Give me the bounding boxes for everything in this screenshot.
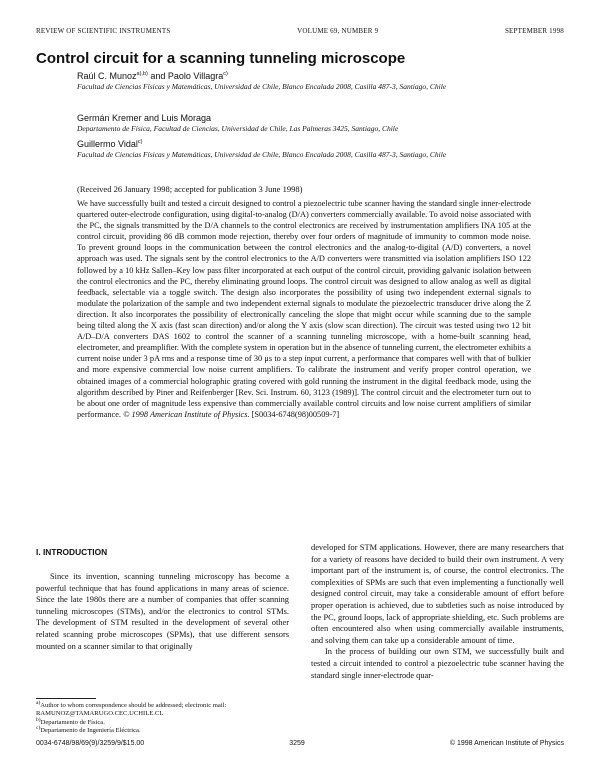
left-column (36, 571, 289, 652)
footnote-rule (36, 698, 96, 699)
page-number: 3259 (289, 740, 305, 747)
paragraph: In the process of building our own STM, we successfully built and tested a circuit intended to control a piezoelectric tube scanner having the standard single inner-electrode quar- (311, 647, 564, 680)
author-name: Guillermo Vidal (77, 139, 138, 149)
author-names (77, 71, 567, 82)
footnote (36, 727, 289, 735)
abstract (77, 198, 531, 420)
article-title: Control circuit for a scanning tunneling microscope (36, 50, 406, 67)
author-names (77, 139, 567, 150)
author-names: Germán Kremer and Luis Moraga (77, 113, 212, 123)
footnote-mark: c) (36, 725, 41, 732)
footnote-text: Departamento de Física. (40, 718, 105, 726)
paragraph: developed for STM applications. However, there are many researchers that for a variety of reasons have decided to build their own instrument. A very important part of the instrument is, of course, the control electronics. The complexities of SPMs are such that even implementing a functionally well designed control circuit, may take a considerable amount of effort before proper operation is achieved, due to subtleties such as noise introduced by the PC, ground loops, lack of appropriate shielding, etc. Such problems are often encountered also when using commercially available instruments, and solving them can take up a considerable amount of time. (311, 543, 564, 645)
paragraph: Since its invention, scanning tunneling microscopy has become a powerful technique that has found applications in many areas of science. Since the late 1980s there are a number of companies that offer scanning tunneling microscopes (STMs), and/or the electronics to control STMs. The development of STM resulted in the development of several other related scanning probe microscopes (SPMs), that use different sensors mounted on a scanner similar to that originally (36, 572, 289, 651)
page-footer (36, 740, 564, 747)
author-name: Raúl C. Munoz (77, 71, 137, 81)
author-affiliation: Departamento de Física, Facultad de Ciencias, Universidad de Chile, Las Palmeras 3425, Santiago, Chile (77, 124, 399, 133)
author-footnote-mark: c) (223, 71, 228, 77)
footnote-mark: a) (36, 699, 41, 706)
footnote (36, 716, 289, 727)
running-header (36, 27, 564, 35)
issn-code: 0034-6748/98/69(9)/3259/9/$15.00 (36, 740, 145, 747)
footnote (36, 699, 289, 719)
abstract-text: We have successfully built and tested a circuit designed to control a piezoelectric tube scanner having the standard single inner-electrode quartered outer-electrode configuration, using digital-to-analog (D/A) converters commercially available. To avoid noise associated with the PC, the signals transmitted by the D/A channels to the control electronics are received by instrumentation amplifiers INA 105 at the control circuit, providing 86 dB common mode rejection, thereby over four orders of magnitude of immunity to common mode noise. To prevent ground loops in the communication between the control electronics and the analog-to-digital (A/D) converters, a novel approach was used. The signals sent by the control electronics to the A/D converters were transmitted via isolation amplifiers ISO 122 followed by a 10 kHz Sallen–Key low pass filter incorporated at each output of the control circuit, providing galvanic isolation between the control electronics and the PC, thereby eliminating ground loops. The control circuit was designed to allow analog as well as digital feedback, selectable via a toggle switch. The design also incorporates the possibility of using two independent external signals to modulate the polarization of the sample and two independent external signals to modulate the piezoelectric transducer drive along the Z direction. It also incorporates the possibility of electronically canceling the slope that might occur while scanning due to the sample being tilted along the X axis (fast scan direction) and/or along the Y axis (slow scan direction). The circuit was tested using two 12 bit A/D–D/A converters DAS 1602 to control the scanner of a scanning tunneling microscope, with a home-built scanning head, electrometer, and preamplifier. With the complete system in operation but in the absence of tunneling current, the electrometer exhibits a current noise under 3 pA rms and a response time of 30 μs to a step input current, a performance that compares well with that of bulkier and more expensive commercial low noise current amplifiers. To calibrate the instrument and verify proper control operation, we obtained images of a commercial holographic grating covered with gold running the instrument in the digital feedback mode, using the algorithm described by Piner and Reifenberger [Rev. Sci. Instrum. 60, 3123 (1989)]. The control circuit and the electrometer turn out to be about one order of magnitude less expensive than commercially available control circuits and low noise current amplifiers of similar performance. (77, 199, 531, 419)
journal-name: REVIEW OF SCIENTIFIC INSTRUMENTS (36, 27, 171, 35)
author-affiliation: Facultad de Ciencias Físicas y Matemáticas, Universidad de Chile, Blanco Encalada 2008, Casilla 487-3, Santiago, Chile (77, 150, 447, 159)
footnote-text: Departamento de Ingeniería Eléctrica. (40, 727, 141, 735)
author-group-1 (77, 71, 567, 92)
author-group-3 (77, 139, 567, 160)
author-footnote-mark: c) (137, 139, 143, 145)
author-affiliation: Facultad de Ciencias Físicas y Matemáticas, Universidad de Chile, Blanco Encalada 2008, Casilla 487-3, Santiago, Chile (77, 82, 447, 91)
author-name: and Paolo Villagra (147, 71, 224, 81)
abstract-copyright: © 1998 American Institute of Physics. (123, 409, 250, 419)
footnote-mark: b) (36, 716, 41, 723)
received-dates: (Received 26 January 1998; accepted for publication 3 June 1998) (77, 184, 303, 194)
footer-copyright: © 1998 American Institute of Physics (449, 740, 564, 747)
volume-number: VOLUME 69, NUMBER 9 (297, 27, 379, 35)
right-column (311, 542, 564, 681)
doi-code: [S0034-6748(98)00509-7] (251, 409, 340, 419)
footnotes (36, 699, 289, 736)
footnote-text: Author to whom correspondence should be addressed; electronic mail: RAMUNOZ@TAMARUGO.CEC.UCHILE.CL (36, 702, 227, 718)
author-footnote-mark: a),b) (136, 71, 148, 77)
issue-date: SEPTEMBER 1998 (504, 27, 564, 35)
section-heading: I. INTRODUCTION (36, 547, 108, 557)
author-group-2 (77, 113, 567, 134)
